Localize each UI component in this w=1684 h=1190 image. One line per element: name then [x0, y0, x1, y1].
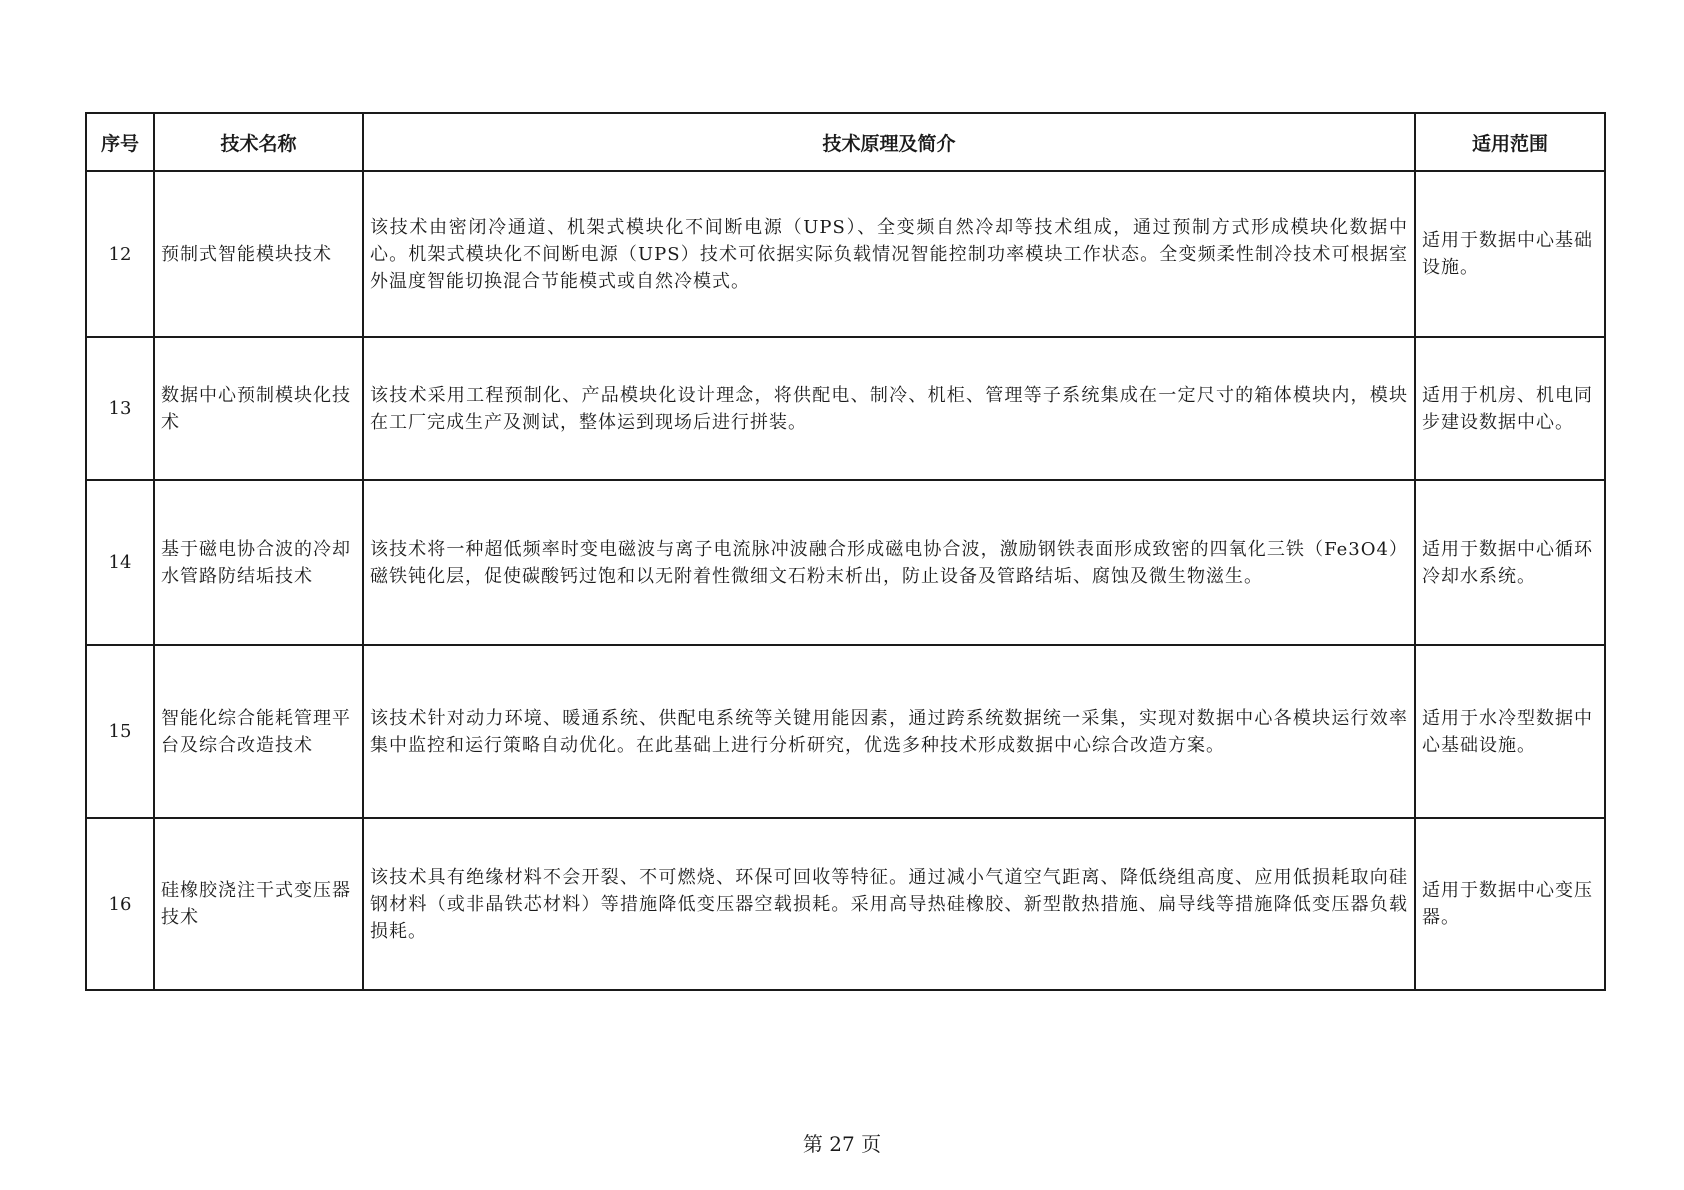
row-description: 该技术将一种超低频率时变电磁波与离子电流脉冲波融合形成磁电协合波，激励钢铁表面形成致密的四氧化三铁（Fe3O4）磁铁钝化层，促使碳酸钙过饱和以无附着性微细文石粉末析出，防止设备及管路结垢、腐蚀及微生物滋生。 [363, 480, 1415, 645]
page-number: 第 27 页 [802, 1132, 882, 1156]
header-principle-description: 技术原理及简介 [363, 113, 1415, 171]
header-technology-name: 技术名称 [154, 113, 363, 171]
row-serial-number: 13 [86, 337, 154, 480]
row-serial-number: 12 [86, 171, 154, 337]
row-technology-name: 基于磁电协合波的冷却水管路防结垢技术 [154, 480, 363, 645]
row-description: 该技术由密闭冷通道、机架式模块化不间断电源（UPS）、全变频自然冷却等技术组成，通过预制方式形成模块化数据中心。机架式模块化不间断电源（UPS）技术可依据实际负载情况智能控制功率模块工作状态。全变频柔性制冷技术可根据室外温度智能切换混合节能模式或自然冷模式。 [363, 171, 1415, 337]
table-header [86, 113, 1605, 171]
row-technology-name: 硅橡胶浇注干式变压器技术 [154, 818, 363, 990]
header-applicable-scope: 适用范围 [1415, 113, 1605, 171]
row-serial-number: 16 [86, 818, 154, 990]
row-applicable-scope: 适用于数据中心变压器。 [1415, 818, 1605, 990]
row-description: 该技术具有绝缘材料不会开裂、不可燃烧、环保可回收等特征。通过减小气道空气距离、降低绕组高度、应用低损耗取向硅钢材料（或非晶铁芯材料）等措施降低变压器空载损耗。采用高导热硅橡胶、新型散热措施、扁导线等措施降低变压器负载损耗。 [363, 818, 1415, 990]
row-technology-name: 智能化综合能耗管理平台及综合改造技术 [154, 645, 363, 818]
table-body [86, 171, 1605, 990]
row-serial-number: 15 [86, 645, 154, 818]
row-applicable-scope: 适用于数据中心循环冷却水系统。 [1415, 480, 1605, 645]
row-description: 该技术采用工程预制化、产品模块化设计理念，将供配电、制冷、机柜、管理等子系统集成在一定尺寸的箱体模块内，模块在工厂完成生产及测试，整体运到现场后进行拼装。 [363, 337, 1415, 480]
table-row [86, 645, 1605, 818]
row-description: 该技术针对动力环境、暖通系统、供配电系统等关键用能因素，通过跨系统数据统一采集，实现对数据中心各模块运行效率集中监控和运行策略自动优化。在此基础上进行分析研究，优选多种技术形成数据中心综合改造方案。 [363, 645, 1415, 818]
row-technology-name: 预制式智能模块技术 [154, 171, 363, 337]
row-applicable-scope: 适用于水冷型数据中心基础设施。 [1415, 645, 1605, 818]
row-serial-number: 14 [86, 480, 154, 645]
header-serial-number: 序号 [86, 113, 154, 171]
table-row [86, 818, 1605, 990]
header-row [86, 113, 1605, 171]
row-applicable-scope: 适用于机房、机电同步建设数据中心。 [1415, 337, 1605, 480]
table-row [86, 337, 1605, 480]
table-row [86, 171, 1605, 337]
technology-table [85, 112, 1606, 991]
table-row [86, 480, 1605, 645]
row-applicable-scope: 适用于数据中心基础设施。 [1415, 171, 1605, 337]
row-technology-name: 数据中心预制模块化技术 [154, 337, 363, 480]
